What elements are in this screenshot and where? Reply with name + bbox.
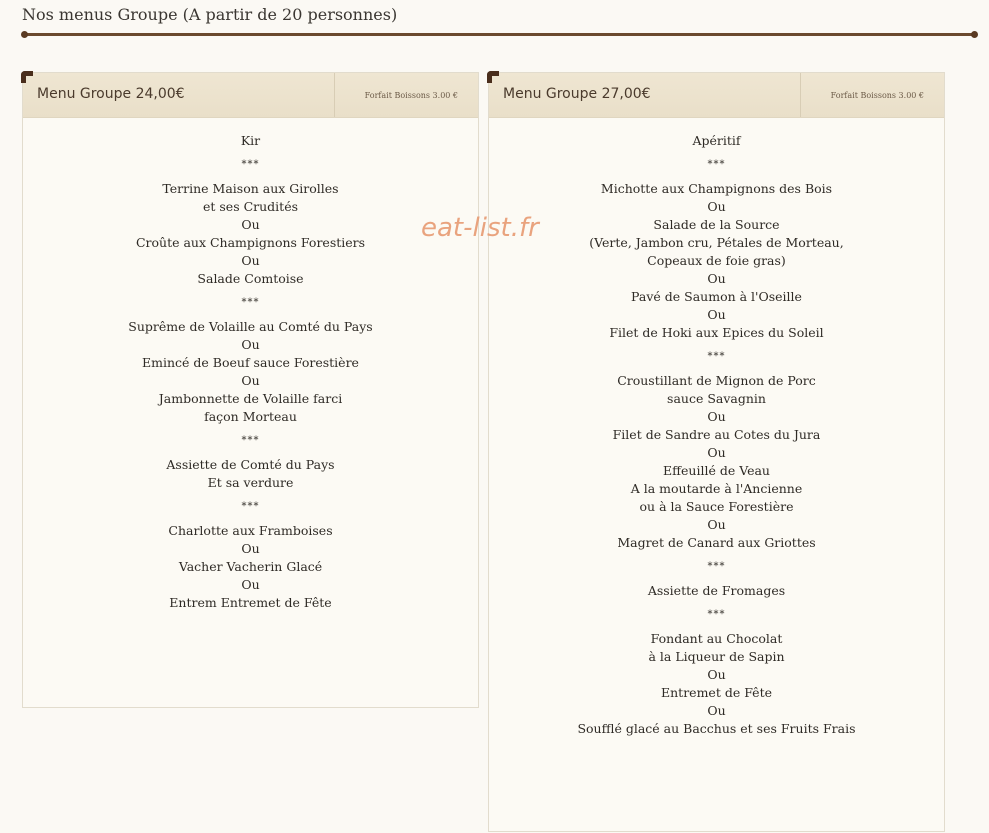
header-divider — [800, 73, 801, 117]
title-divider — [22, 33, 977, 36]
menu-item: Entremet de Fête — [661, 685, 772, 700]
menu-card-header — [489, 73, 944, 118]
menu-item: Ou — [241, 541, 260, 556]
menu-item: Ou — [241, 217, 260, 232]
menu-item: Magret de Canard aux Griottes — [617, 535, 816, 550]
menu-item: Croustillant de Mignon de Porc — [617, 373, 816, 388]
course-separator: *** — [707, 351, 726, 362]
menu-name: Menu Groupe 24,00€ — [37, 86, 185, 102]
menu-item: Charlotte aux Framboises — [168, 523, 333, 538]
menu-item: Ou — [707, 409, 726, 424]
menu-item: Ou — [241, 253, 260, 268]
course-separator: *** — [241, 435, 260, 446]
course-separator: *** — [707, 609, 726, 620]
menu-item: Salade Comtoise — [197, 271, 304, 286]
menu-item: Ou — [707, 703, 726, 718]
menu-body — [489, 118, 944, 738]
menu-item: Suprême de Volaille au Comté du Pays — [128, 319, 373, 334]
menu-item: Fondant au Chocolat — [650, 631, 783, 646]
menu-item: Terrine Maison aux Girolles — [162, 181, 339, 196]
header-divider — [334, 73, 335, 117]
menu-item: Et sa verdure — [207, 475, 294, 490]
menu-item: Ou — [241, 373, 260, 388]
menu-card-27 — [488, 72, 945, 832]
menu-item: Ou — [241, 577, 260, 592]
menu-item: Filet de Sandre au Cotes du Jura — [612, 427, 821, 442]
menu-item: Copeaux de foie gras) — [647, 253, 786, 268]
menu-item: Ou — [707, 199, 726, 214]
menu-item: sauce Savagnin — [667, 391, 766, 406]
menu-item: Salade de la Source — [653, 217, 780, 232]
menu-item: à la Liqueur de Sapin — [648, 649, 785, 664]
menu-item: façon Morteau — [204, 409, 297, 424]
menu-card-header — [23, 73, 478, 118]
menu-item: Assiette de Comté du Pays — [166, 457, 335, 472]
menu-item: Apéritif — [692, 133, 741, 148]
menu-item: ou à la Sauce Forestière — [639, 499, 794, 514]
menu-item: et ses Crudités — [202, 199, 299, 214]
menu-item: Pavé de Saumon à l'Oseille — [631, 289, 802, 304]
menu-item: Michotte aux Champignons des Bois — [600, 181, 833, 196]
menu-body — [23, 118, 478, 612]
menu-card-24 — [22, 72, 479, 708]
menu-item: Vacher Vacherin Glacé — [178, 559, 323, 574]
menu-item: Croûte aux Champignons Forestiers — [135, 235, 366, 250]
course-separator: *** — [707, 159, 726, 170]
watermark: eat-list.fr — [421, 213, 539, 243]
menu-item: Ou — [241, 337, 260, 352]
menu-item: A la moutarde à l'Ancienne — [630, 481, 803, 496]
menu-item: Soufflé glacé au Bacchus et ses Fruits Frais — [577, 721, 856, 736]
menu-item: Ou — [707, 667, 726, 682]
menu-item: Ou — [707, 517, 726, 532]
corner-ornament-icon — [21, 71, 33, 83]
menu-item: Filet de Hoki aux Epices du Soleil — [609, 325, 824, 340]
menu-item: Assiette de Fromages — [647, 583, 786, 598]
menu-item: Ou — [707, 307, 726, 322]
menu-item: Emincé de Boeuf sauce Forestière — [142, 355, 359, 370]
course-separator: *** — [707, 561, 726, 572]
menu-item: Effeuillé de Veau — [663, 463, 770, 478]
menu-item: (Verte, Jambon cru, Pétales de Morteau, — [589, 235, 844, 250]
course-separator: *** — [241, 501, 260, 512]
corner-ornament-icon — [487, 71, 499, 83]
menu-name: Menu Groupe 27,00€ — [503, 86, 651, 102]
course-separator: *** — [241, 297, 260, 308]
forfait-boissons: Forfait Boissons 3.00 € — [830, 91, 924, 100]
menu-item: Kir — [240, 133, 261, 148]
page-title: Nos menus Groupe (A partir de 20 personnes) — [22, 5, 398, 24]
forfait-boissons: Forfait Boissons 3.00 € — [364, 91, 458, 100]
menu-item: Ou — [707, 271, 726, 286]
course-separator: *** — [241, 159, 260, 170]
menu-item: Entrem Entremet de Fête — [169, 595, 332, 610]
menu-item: Ou — [707, 445, 726, 460]
menu-item: Jambonnette de Volaille farci — [158, 391, 343, 406]
